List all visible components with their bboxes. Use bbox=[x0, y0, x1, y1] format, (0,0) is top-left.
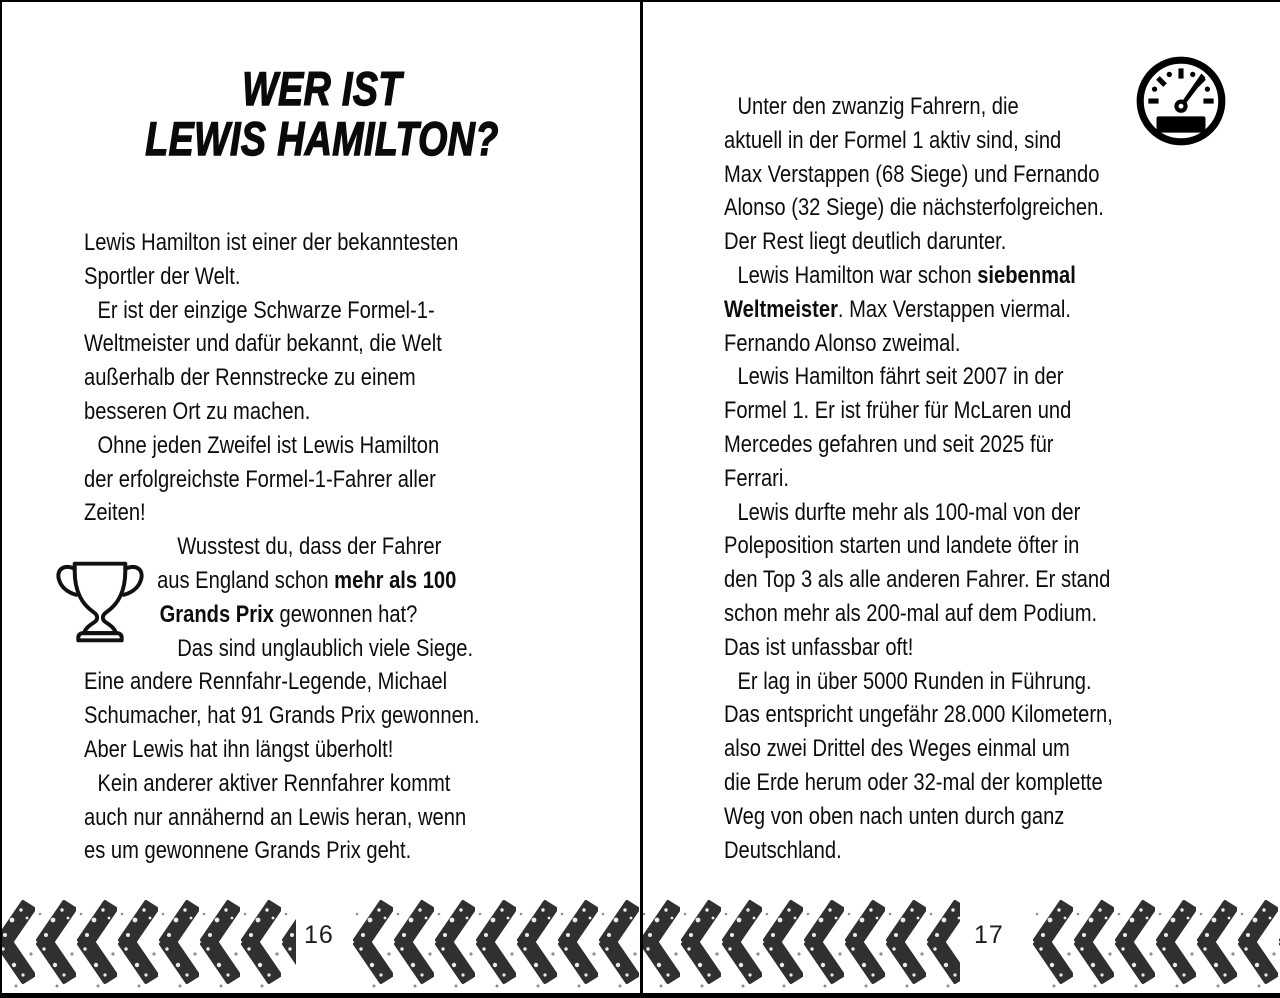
text-line: Mercedes gefahren und seit 2025 für bbox=[724, 430, 1054, 458]
text-line: besseren Ort zu machen. bbox=[84, 397, 311, 425]
text-line: Deutschland. bbox=[724, 836, 842, 864]
text-line: Weltmeister und dafür bekannt, die Welt bbox=[84, 330, 442, 358]
page-title bbox=[74, 64, 570, 164]
text-line: Ohne jeden Zweifel ist Lewis Hamilton bbox=[97, 431, 440, 459]
text-line: es um gewonnene Grands Prix geht. bbox=[84, 837, 412, 865]
text-line: Max Verstappen (68 Siege) und Fernando bbox=[724, 160, 1100, 188]
text-line: Er lag in über 5000 Runden in Führung. bbox=[737, 667, 1092, 695]
text-line: Grands Prix gewonnen hat? bbox=[159, 600, 418, 628]
text-line: Das sind unglaublich viele Siege. bbox=[177, 634, 474, 662]
text-line: der erfolgreichste Formel-1-Fahrer aller bbox=[84, 465, 436, 493]
text-line: Das entspricht ungefähr 28.000 Kilometern, bbox=[724, 701, 1113, 729]
text-line: außerhalb der Rennstrecke zu einem bbox=[84, 364, 416, 392]
tire-tracks-right bbox=[1032, 896, 1280, 988]
text-line: Weltmeister. Max Verstappen viermal. bbox=[724, 295, 1071, 323]
text-line: Weg von oben nach unten durch ganz bbox=[724, 802, 1065, 830]
text-line: auch nur annähernd an Lewis heran, wenn bbox=[84, 803, 467, 831]
text-line: Zeiten! bbox=[84, 499, 146, 527]
text-line: Unter den zwanzig Fahrern, die bbox=[737, 93, 1019, 120]
text-line: Wusstest du, dass der Fahrer bbox=[177, 533, 442, 561]
bottom-edge bbox=[2, 993, 1280, 998]
text-line: Der Rest liegt deutlich darunter. bbox=[724, 228, 1007, 256]
text-line: Lewis Hamilton war schon siebenmal bbox=[737, 261, 1076, 289]
text-line: aus England schon mehr als 100 bbox=[157, 566, 457, 594]
text-line: aktuell in der Formel 1 aktiv sind, sind bbox=[724, 126, 1062, 154]
tire-tracks-left bbox=[0, 896, 296, 988]
page-title-line2: LEWIS HAMILTON? bbox=[145, 112, 499, 165]
text-line: Lewis durfte mehr als 100-mal von der bbox=[737, 498, 1081, 526]
page-number-right: 17 bbox=[974, 921, 1004, 949]
text-line: Sportler der Welt. bbox=[84, 262, 241, 290]
page-divider bbox=[640, 2, 643, 998]
text-line: schon mehr als 200-mal auf dem Podium. bbox=[724, 599, 1098, 627]
page-title-line1: WER IST bbox=[242, 62, 402, 115]
tire-tracks-center bbox=[352, 896, 960, 988]
right-page-text bbox=[724, 90, 1113, 867]
text-line: den Top 3 als alle anderen Fahrer. Er stand bbox=[724, 566, 1111, 594]
text-line: also zwei Drittel des Weges einmal um bbox=[724, 735, 1070, 763]
left-page-text bbox=[84, 226, 480, 868]
text-line: Er ist der einzige Schwarze Formel-1- bbox=[97, 296, 435, 324]
text-line: Kein anderer aktiver Rennfahrer kommt bbox=[97, 769, 451, 797]
page-number-left: 16 bbox=[304, 921, 334, 949]
text-line: Fernando Alonso zweimal. bbox=[724, 329, 961, 357]
text-line: Alonso (32 Siege) die nächsterfolgreichen. bbox=[724, 194, 1104, 222]
text-line: Ferrari. bbox=[724, 464, 789, 492]
text-line: Eine andere Rennfahr-Legende, Michael bbox=[84, 668, 448, 696]
text-line: Aber Lewis hat ihn längst überholt! bbox=[84, 735, 394, 763]
text-line: Formel 1. Er ist früher für McLaren und bbox=[724, 397, 1072, 425]
text-line: die Erde herum oder 32-mal der komplette bbox=[724, 768, 1103, 796]
text-line: Schumacher, hat 91 Grands Prix gewonnen. bbox=[84, 702, 480, 730]
text-line: Lewis Hamilton fährt seit 2007 in der bbox=[737, 363, 1064, 391]
text-line: Poleposition starten und landete öfter in bbox=[724, 532, 1080, 560]
text-line: Lewis Hamilton ist einer der bekanntesten bbox=[84, 229, 459, 256]
speedometer-icon bbox=[1130, 48, 1232, 150]
text-line: Das ist unfassbar oft! bbox=[724, 633, 914, 661]
